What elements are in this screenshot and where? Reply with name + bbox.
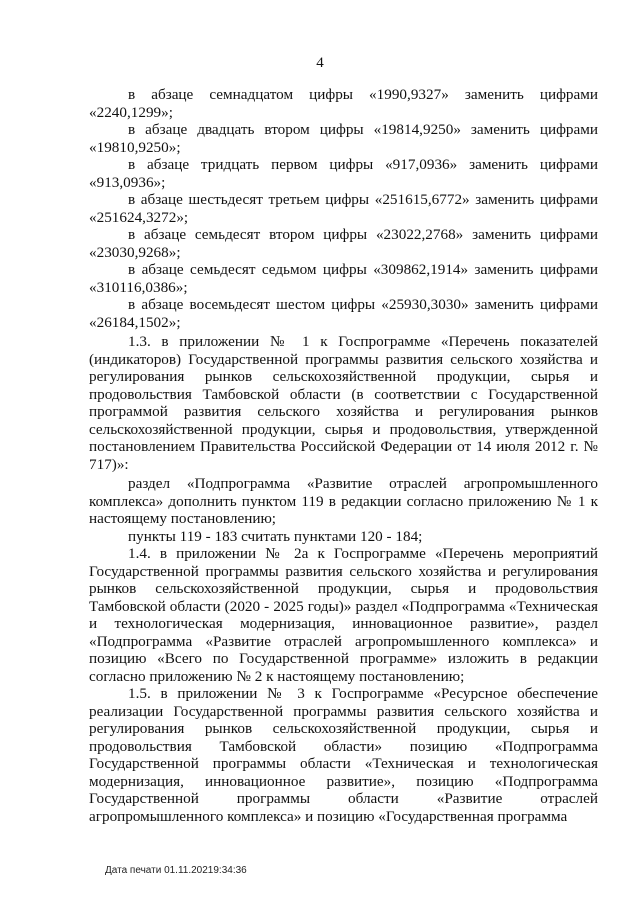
paragraph-line-22: в абзаце двадцать втором цифры «19814,9250» заменить цифрами «19810,9250»;	[89, 121, 598, 156]
paragraph-renumbering: пункты 119 - 183 считать пунктами 120 - 184;	[128, 527, 423, 545]
paragraph-item-1-5: 1.5. в приложении № 3 к Госпрограмме «Ресурсное обеспечение реализации Государственной программы развития сельского хозяйства и регулирования рынков сельскохозяйственной продукции, сырья и продовольствия Тамбовской области» позицию «Подпрограмма Государственной программы области «Техническая и технологическая модернизация, инновационное развитие», позицию «Подпрограмма Государственной программы области «Развитие отраслей агропромышленного комплекса» и позицию «Государственная программа	[89, 685, 598, 825]
page-number: 4	[316, 55, 324, 71]
paragraph-line-17: в абзаце семнадцатом цифры «1990,9327» заменить цифрами «2240,1299»;	[89, 86, 598, 121]
paragraph-item-1-4: 1.4. в приложении № 2а к Госпрограмме «Перечень мероприятий Государственной программы развития сельского хозяйства и регулирования рынков сельскохозяйственной продукции, сырья и продовольствия Тамбовской области (2020 - 2025 годы)» раздел «Подпрограмма «Техническая и технологическая модернизация, инновационное развитие», раздел «Подпрограмма «Развитие отраслей агропромышленного комплекса» и позицию «Всего по Государственной программе» изложить в редакции согласно приложению № 2 к настоящему постановлению;	[89, 545, 598, 685]
paragraph-section-addition: раздел «Подпрограмма «Развитие отраслей агропромышленного комплекса» дополнить пунктом 119 в редакции согласно приложению № 1 к настоящему постановлению;	[89, 475, 598, 527]
paragraph-item-1-3: 1.3. в приложении № 1 к Госпрограмме «Перечень показателей (индикаторов) Государственной программы развития сельского хозяйства и регулирования рынков сельскохозяйственной продукции, сырья и продовольствия Тамбовской области (в соответствии с Государственной программой развития сельского хозяйства и регулирования рынков сельскохозяйственной продукции, сырья и продовольствия, утвержденной постановлением Правительства Российской Федерации от 14 июля 2012 г. № 717)»:	[89, 333, 598, 473]
paragraph-line-77: в абзаце семьдесят седьмом цифры «309862,1914» заменить цифрами «310116,0386»;	[89, 261, 598, 296]
paragraph-line-63: в абзаце шестьдесят третьем цифры «251615,6772» заменить цифрами «251624,3272»;	[89, 191, 598, 226]
paragraph-line-72: в абзаце семьдесят втором цифры «23022,2768» заменить цифрами «23030,9268»;	[89, 226, 598, 261]
paragraph-line-31: в абзаце тридцать первом цифры «917,0936» заменить цифрами «913,0936»;	[89, 156, 598, 191]
print-date-footer: Дата печати 01.11.20219:34:36	[105, 865, 247, 876]
document-body	[89, 86, 598, 825]
paragraph-line-86: в абзаце восемьдесят шестом цифры «25930,3030» заменить цифрами «26184,1502»;	[89, 296, 598, 331]
